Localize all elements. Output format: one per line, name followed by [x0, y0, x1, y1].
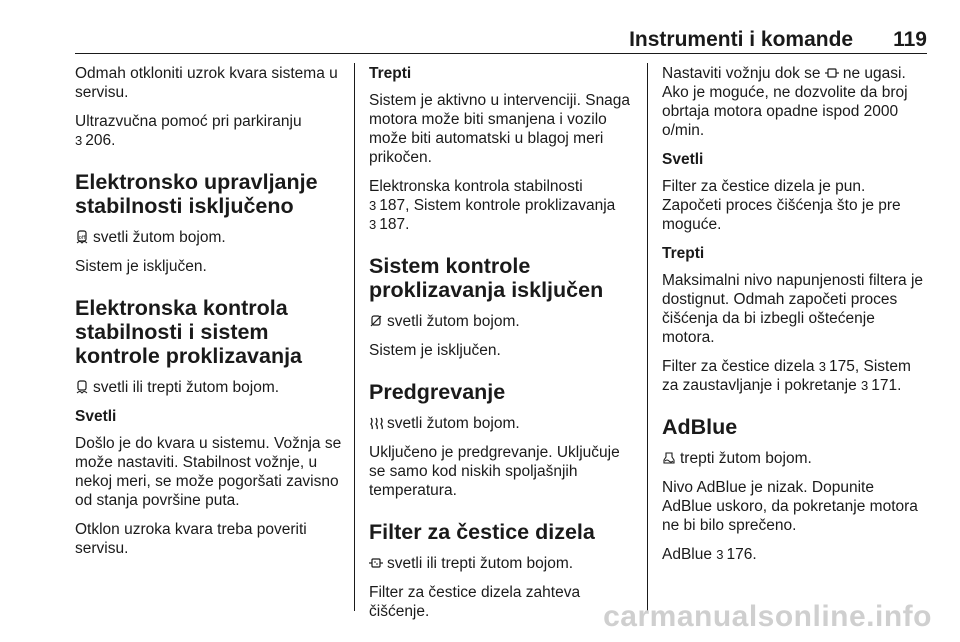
paragraph: Sistem je aktivno u intervenciji. Snaga motora može biti smanjena i vozilo može biti automatski u blagoj meri prikočen.: [369, 92, 631, 166]
paragraph-adblue-ref: AdBlue 3 176.: [662, 546, 757, 563]
heading-dpf: Filter za čestice dizela: [369, 520, 595, 544]
column-divider-2: [647, 63, 648, 611]
tc-off-icon: [369, 314, 383, 328]
paragraph-esc-ref: Elektronska kontrola stabilnosti 3 187, Sistem kontrole proklizavanja 3 187.: [369, 178, 616, 233]
page-number: 119: [893, 28, 927, 51]
svg-text:off: off: [78, 235, 86, 241]
diesel-particle-filter-icon: [369, 556, 383, 570]
paragraph: Odmah otkloniti uzrok kvara sistema u servisu.: [75, 65, 338, 101]
subheading-trepti: Trepti: [662, 245, 705, 262]
page-ref-link[interactable]: 187, Sistem kontrole proklizavanja: [379, 197, 616, 214]
heading-esc-off: Elektronsko upravljanje stabilnosti isključeno: [75, 170, 318, 218]
esc-indicator: svetli ili trepti žutom bojom.: [75, 378, 347, 397]
header-rule: [75, 53, 927, 54]
page-ref-link[interactable]: 176.: [726, 546, 757, 563]
paragraph: Filter za čestice dizela zahteva čišćenje.: [369, 584, 581, 620]
watermark: carmanualsonline.info: [603, 600, 932, 633]
ref-arrow-icon: 3: [861, 378, 869, 393]
subheading-svetli: Svetli: [662, 151, 704, 168]
paragraph-continued: Nastaviti vožnju dok se ne ugasi. Ako je moguće, ne dozvolite da broj obrtaja motora opadne ispod 2000 o/min.: [662, 65, 908, 139]
page-header: [75, 22, 927, 52]
heading-preheat: Predgrevanje: [369, 380, 506, 404]
glow-plug-icon: [369, 416, 383, 430]
heading-esc-tc: Elektronska kontrola stabilnosti i sistem kontrole proklizavanja: [75, 296, 303, 368]
esc-off-state: Sistem je isključen.: [75, 258, 207, 275]
paragraph: Maksimalni nivo napunjenosti filtera je dostignut. Odmah započeti proces čišćenja da bi izbegli oštećenje motora.: [662, 272, 924, 346]
paragraph: Nivo AdBlue je nizak. Dopunite AdBlue uskoro, da pokretanje motora ne bi bilo sprečeno.: [662, 479, 918, 534]
paragraph-parking-ref: Ultrazvučna pomoć pri parkiranju 3 206.: [75, 113, 302, 149]
ref-arrow-icon: 3: [369, 198, 377, 213]
ref-arrow-icon: 3: [716, 547, 724, 562]
heading-adblue: AdBlue: [662, 415, 738, 439]
heading-tc-off: Sistem kontrole proklizavanja isključen: [369, 254, 604, 302]
paragraph: Došlo je do kvara u sistemu. Vožnja se može nastaviti. Stabilnost vožnje, u nekoj meri, se može pogoršati zavisno od stanja površine puta.: [75, 435, 342, 509]
ref-arrow-icon: 3: [369, 217, 377, 232]
ref-arrow-icon: 3: [75, 133, 83, 148]
esc-off-indicator: off svetli žutom bojom.: [75, 228, 347, 247]
tc-off-indicator: svetli žutom bojom.: [369, 312, 634, 331]
ref-arrow-icon: 3: [818, 359, 827, 374]
adblue-indicator: trepti žutom bojom.: [662, 449, 927, 468]
column-3: [662, 64, 927, 574]
paragraph: Otklon uzroka kvara treba poveriti servisu.: [75, 521, 307, 557]
paragraph: Uključeno je predgrevanje. Uključuje se samo kod niskih spoljašnjih temperatura.: [369, 444, 620, 499]
column-divider-1: [354, 63, 355, 611]
subheading-trepti: Trepti: [369, 65, 412, 82]
page-ref-link[interactable]: 171.: [871, 377, 902, 394]
esc-off-icon: [75, 230, 89, 244]
page-ref-link[interactable]: 175, Sistem za zaustavljanje i pokretanje: [662, 358, 911, 394]
paragraph-dpf-ref: Filter za čestice dizela 3 175, Sistem za zaustavljanje i pokretanje 3 171.: [662, 358, 911, 394]
column-1: [75, 64, 347, 568]
dpf-indicator: svetli ili trepti žutom bojom.: [369, 554, 634, 573]
header-title: Instrumenti i komande: [629, 28, 854, 51]
page-ref-link[interactable]: 206.: [85, 132, 116, 149]
esc-icon: [75, 380, 89, 394]
preheat-indicator: svetli žutom bojom.: [369, 414, 634, 433]
column-2: [369, 64, 634, 631]
paragraph: Filter za čestice dizela je pun. Započeti proces čišćenja što je pre moguće.: [662, 178, 901, 233]
page-ref-link[interactable]: 187.: [379, 216, 410, 233]
subheading-svetli: Svetli: [75, 408, 117, 425]
diesel-particle-filter-icon: [825, 66, 839, 80]
tc-off-state: Sistem je isključen.: [369, 342, 501, 359]
adblue-icon: [662, 451, 676, 465]
